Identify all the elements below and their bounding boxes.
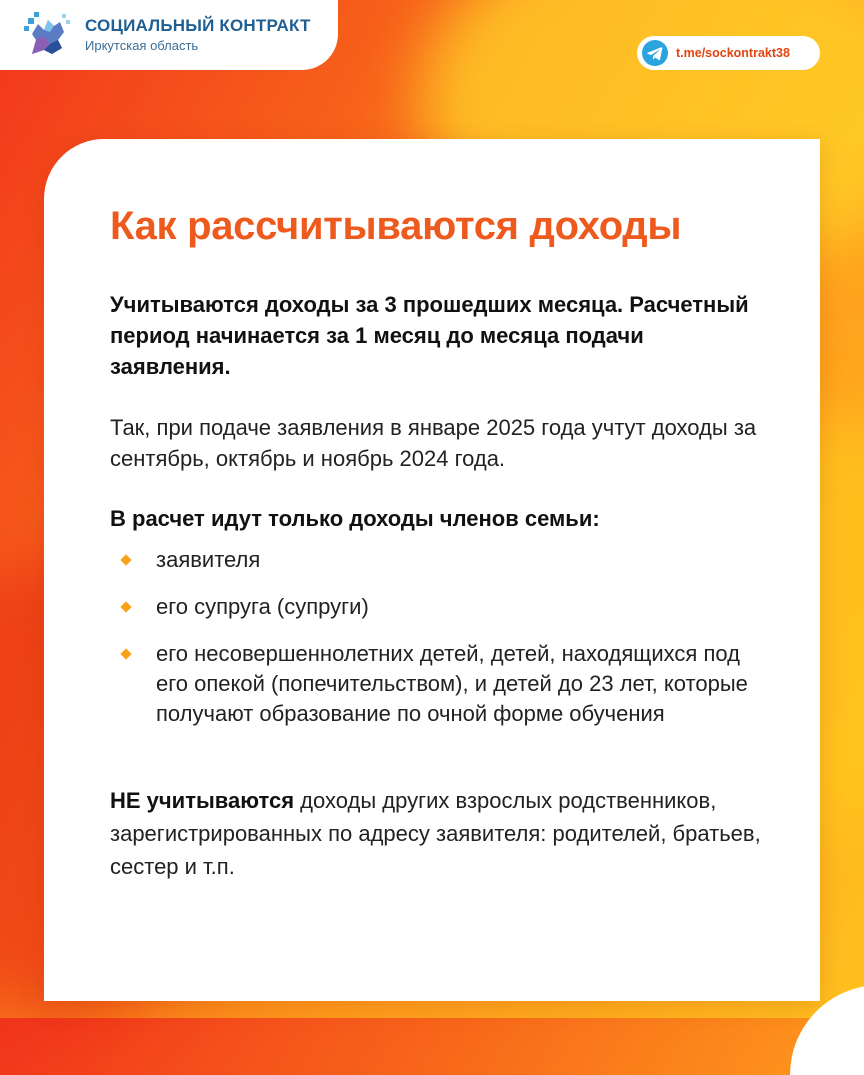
telegram-link-text[interactable]: t.me/sockontrakt38	[676, 46, 790, 60]
exclusion-text: доходы других взрослых родственников, зарегистрированных по адресу заявителя: родителей, братьев, сестер и т.п.	[110, 788, 761, 879]
list-item-text: его несовершеннолетних детей, детей, находящихся под его опекой (попечительством), и детей до 23 лет, которые получают образование по очной форме обучения	[156, 641, 748, 726]
family-heading: В расчет идут только доходы членов семьи:	[110, 506, 600, 531]
intro-paragraph: Учитываются доходы за 3 прошедших месяца. Расчетный период начинается за 1 месяц до месяца подачи заявления.	[110, 292, 749, 379]
region-map-logo-icon	[22, 10, 72, 60]
brand-subtitle: Иркутская область	[85, 38, 199, 53]
exclusion-paragraph	[110, 784, 770, 883]
exclusion-emphasis: НЕ учитываются	[110, 788, 295, 813]
list-item-text: заявителя	[156, 547, 261, 572]
brand-title: СОЦИАЛЬНЫЙ КОНТРАКТ	[85, 16, 311, 35]
list-item	[110, 592, 770, 622]
family-members-list	[110, 545, 770, 729]
diamond-bullet-icon	[120, 648, 131, 659]
list-item	[110, 545, 770, 575]
diamond-bullet-icon	[120, 601, 131, 612]
header-plate	[0, 0, 338, 70]
telegram-link[interactable]	[637, 36, 820, 70]
example-paragraph: Так, при подаче заявления в январе 2025 года учтут доходы за сентябрь, октябрь и ноябрь 2024 года.	[110, 415, 757, 471]
page-title: Как рассчитываются доходы	[110, 204, 682, 248]
telegram-icon	[642, 40, 668, 66]
list-item-text: его супруга (супруги)	[156, 594, 369, 619]
diamond-bullet-icon	[120, 554, 131, 565]
list-item	[110, 639, 770, 729]
